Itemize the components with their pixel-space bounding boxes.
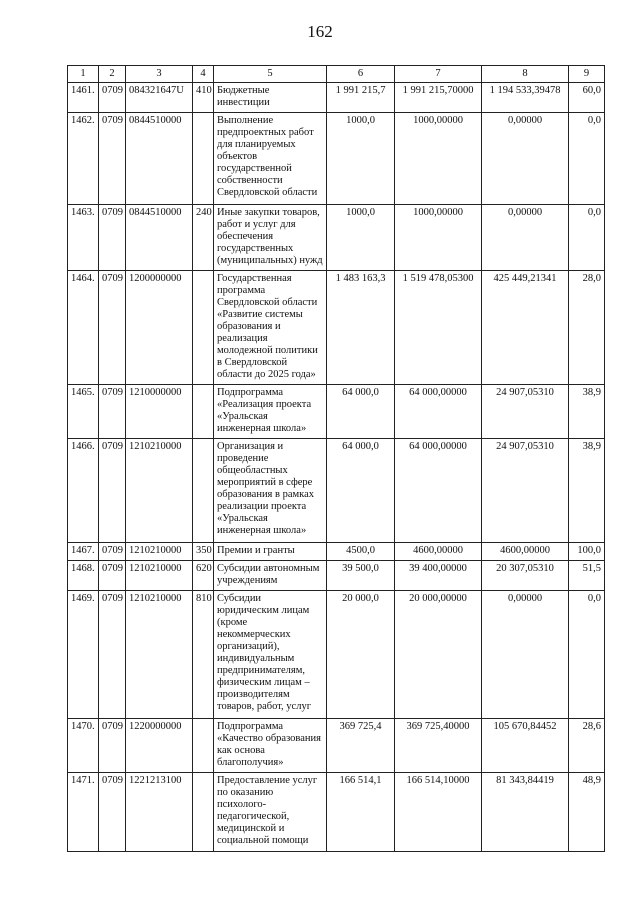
table-row — [68, 773, 605, 852]
amount-col7: 20 000,00000 — [395, 591, 482, 719]
row-number: 1467. — [68, 543, 99, 561]
expense-type — [193, 719, 214, 773]
table-row — [68, 83, 605, 113]
budget-table — [67, 65, 605, 852]
target-code: 0844510000 — [126, 113, 193, 205]
expense-type: 620 — [193, 561, 214, 591]
target-code: 0844510000 — [126, 205, 193, 271]
expense-type: 350 — [193, 543, 214, 561]
expense-type — [193, 385, 214, 439]
section-code: 0709 — [99, 113, 126, 205]
row-number: 1468. — [68, 561, 99, 591]
row-number: 1463. — [68, 205, 99, 271]
column-header: 4 — [193, 66, 214, 83]
target-code: 1221213100 — [126, 773, 193, 852]
column-header: 5 — [214, 66, 327, 83]
table-row — [68, 271, 605, 385]
page-number: 162 — [307, 22, 333, 41]
target-code: 1210000000 — [126, 385, 193, 439]
column-header: 9 — [569, 66, 605, 83]
amount-col7: 1000,00000 — [395, 113, 482, 205]
target-code: 1200000000 — [126, 271, 193, 385]
row-number: 1461. — [68, 83, 99, 113]
percent-col9: 28,6 — [569, 719, 605, 773]
percent-col9: 60,0 — [569, 83, 605, 113]
item-name: Иные закупки товаров, работ и услуг для обеспечения государственных (муниципальных) нужд — [214, 205, 327, 271]
section-code: 0709 — [99, 773, 126, 852]
header-row — [68, 66, 605, 83]
amount-col8: 24 907,05310 — [482, 439, 569, 543]
table-row — [68, 543, 605, 561]
item-name: Предоставление услуг по оказанию психолого-педагогической, медицинской и социальной помощи — [214, 773, 327, 852]
row-number: 1464. — [68, 271, 99, 385]
amount-col8: 0,00000 — [482, 205, 569, 271]
amount-col7: 4600,00000 — [395, 543, 482, 561]
target-code: 1210210000 — [126, 439, 193, 543]
amount-col7: 1 991 215,70000 — [395, 83, 482, 113]
amount-col7: 1 519 478,05300 — [395, 271, 482, 385]
amount-col8: 24 907,05310 — [482, 385, 569, 439]
section-code: 0709 — [99, 591, 126, 719]
expense-type: 240 — [193, 205, 214, 271]
percent-col9: 38,9 — [569, 439, 605, 543]
item-name: Субсидии автономным учреждениям — [214, 561, 327, 591]
amount-col8: 0,00000 — [482, 113, 569, 205]
item-name: Государственная программа Свердловской области «Развитие системы образования и реализация молодежной политики в Свердловской области до 2025 года» — [214, 271, 327, 385]
percent-col9: 0,0 — [569, 113, 605, 205]
row-number: 1471. — [68, 773, 99, 852]
target-code: 1210210000 — [126, 561, 193, 591]
column-header: 2 — [99, 66, 126, 83]
amount-col6: 1000,0 — [327, 205, 395, 271]
target-code: 1210210000 — [126, 591, 193, 719]
section-code: 0709 — [99, 543, 126, 561]
amount-col8: 0,00000 — [482, 591, 569, 719]
column-header: 3 — [126, 66, 193, 83]
column-header: 7 — [395, 66, 482, 83]
row-number: 1470. — [68, 719, 99, 773]
amount-col8: 20 307,05310 — [482, 561, 569, 591]
section-code: 0709 — [99, 561, 126, 591]
expense-type — [193, 439, 214, 543]
amount-col6: 166 514,1 — [327, 773, 395, 852]
target-code: 1210210000 — [126, 543, 193, 561]
amount-col7: 166 514,10000 — [395, 773, 482, 852]
amount-col6: 1 991 215,7 — [327, 83, 395, 113]
amount-col6: 64 000,0 — [327, 385, 395, 439]
amount-col7: 1000,00000 — [395, 205, 482, 271]
table-row — [68, 385, 605, 439]
amount-col8: 81 343,84419 — [482, 773, 569, 852]
amount-col8: 4600,00000 — [482, 543, 569, 561]
amount-col6: 1 483 163,3 — [327, 271, 395, 385]
item-name: Подпрограмма «Реализация проекта «Уральская инженерная школа» — [214, 385, 327, 439]
section-code: 0709 — [99, 205, 126, 271]
column-header: 6 — [327, 66, 395, 83]
amount-col6: 4500,0 — [327, 543, 395, 561]
amount-col7: 39 400,00000 — [395, 561, 482, 591]
expense-type: 410 — [193, 83, 214, 113]
amount-col6: 64 000,0 — [327, 439, 395, 543]
row-number: 1462. — [68, 113, 99, 205]
percent-col9: 0,0 — [569, 591, 605, 719]
target-code: 084321647U — [126, 83, 193, 113]
section-code: 0709 — [99, 271, 126, 385]
percent-col9: 48,9 — [569, 773, 605, 852]
target-code: 1220000000 — [126, 719, 193, 773]
section-code: 0709 — [99, 719, 126, 773]
expense-type: 810 — [193, 591, 214, 719]
table-row — [68, 591, 605, 719]
table-row — [68, 439, 605, 543]
item-name: Выполнение предпроектных работ для планируемых объектов государственной собственности Свердловской области — [214, 113, 327, 205]
table-row — [68, 719, 605, 773]
table-row — [68, 561, 605, 591]
item-name: Организация и проведение общеобластных мероприятий в сфере образования в рамках реализации проекта «Уральская инженерная школа» — [214, 439, 327, 543]
amount-col7: 369 725,40000 — [395, 719, 482, 773]
section-code: 0709 — [99, 83, 126, 113]
item-name: Субсидии юридическим лицам (кроме некоммерческих организаций), индивидуальным предпринимателям, физическим лицам – производителям товаров, работ, услуг — [214, 591, 327, 719]
amount-col6: 20 000,0 — [327, 591, 395, 719]
percent-col9: 100,0 — [569, 543, 605, 561]
table-row — [68, 205, 605, 271]
amount-col7: 64 000,00000 — [395, 385, 482, 439]
item-name: Бюджетные инвестиции — [214, 83, 327, 113]
percent-col9: 51,5 — [569, 561, 605, 591]
percent-col9: 28,0 — [569, 271, 605, 385]
expense-type — [193, 113, 214, 205]
amount-col8: 1 194 533,39478 — [482, 83, 569, 113]
expense-type — [193, 773, 214, 852]
row-number: 1465. — [68, 385, 99, 439]
expense-type — [193, 271, 214, 385]
amount-col6: 1000,0 — [327, 113, 395, 205]
amount-col8: 425 449,21341 — [482, 271, 569, 385]
table-row — [68, 113, 605, 205]
item-name: Подпрограмма «Качество образования как основа благополучия» — [214, 719, 327, 773]
amount-col7: 64 000,00000 — [395, 439, 482, 543]
row-number: 1466. — [68, 439, 99, 543]
column-header: 1 — [68, 66, 99, 83]
row-number: 1469. — [68, 591, 99, 719]
section-code: 0709 — [99, 439, 126, 543]
percent-col9: 38,9 — [569, 385, 605, 439]
percent-col9: 0,0 — [569, 205, 605, 271]
amount-col6: 39 500,0 — [327, 561, 395, 591]
section-code: 0709 — [99, 385, 126, 439]
amount-col8: 105 670,84452 — [482, 719, 569, 773]
column-header: 8 — [482, 66, 569, 83]
item-name: Премии и гранты — [214, 543, 327, 561]
amount-col6: 369 725,4 — [327, 719, 395, 773]
